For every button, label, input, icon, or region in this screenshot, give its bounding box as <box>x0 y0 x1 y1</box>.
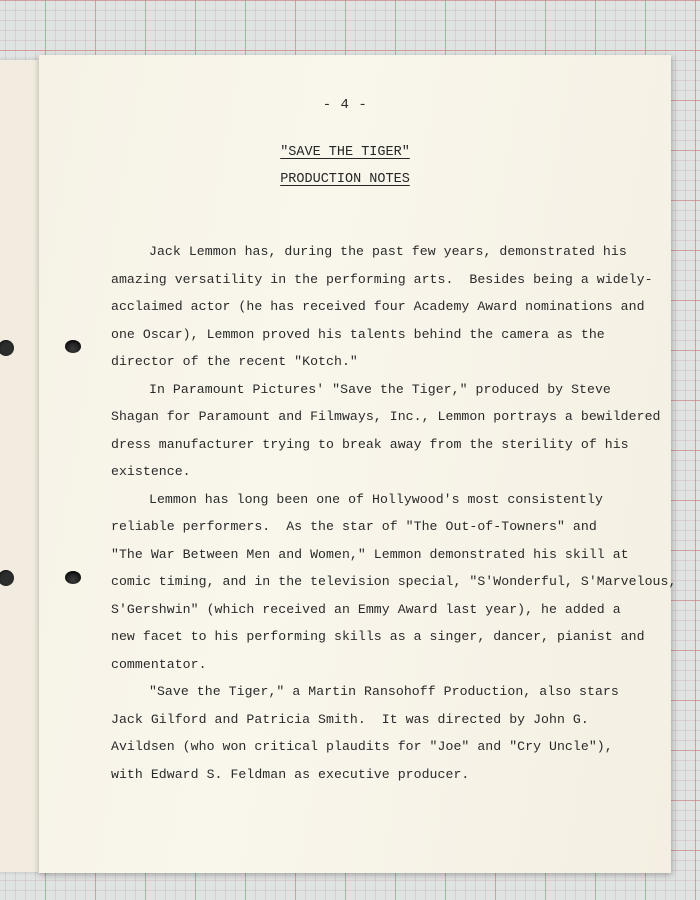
page-number: - 4 - <box>322 97 368 113</box>
text-line: "Save the Tiger," a Martin Ransohoff Production, also stars <box>149 684 619 699</box>
text-line: Avildsen (who won critical plaudits for "Joe" and "Cry Uncle"), <box>111 739 613 754</box>
text-line: dress manufacturer trying to break away from the sterility of his <box>111 436 629 452</box>
punch-hole-icon <box>65 571 81 584</box>
text-line: S'Gershwin" (which received an Emmy Award last year), he added a <box>111 601 621 617</box>
text-line: commentator. <box>111 656 207 672</box>
text-line: one Oscar), Lemmon proved his talents behind the camera as the <box>111 326 605 342</box>
text-line: Jack Gilford and Patricia Smith. It was directed by John G. <box>111 711 589 727</box>
punch-hole-icon <box>65 340 81 353</box>
text-line: In Paramount Pictures' "Save the Tiger," produced by Steve <box>149 381 611 397</box>
paragraph <box>111 486 677 679</box>
paragraph <box>111 376 661 486</box>
text-line: Jack Lemmon has, during the past few years, demonstrated his <box>149 244 627 259</box>
text-line: Lemmon has long been one of Hollywood's most consistently <box>149 491 603 507</box>
document-page <box>38 55 677 873</box>
text-line: existence. <box>111 464 191 479</box>
body-text <box>111 238 677 788</box>
text-line: Shagan for Paramount and Filmways, Inc., Lemmon portrays a bewildered <box>111 409 661 424</box>
text-line: director of the recent "Kotch." <box>111 354 358 369</box>
text-line: reliable performers. As the star of "The Out-of-Towners" and <box>111 519 597 534</box>
text-line: acclaimed actor (he has received four Academy Award nominations and <box>111 299 645 314</box>
punch-hole-icon <box>0 570 14 586</box>
paragraph <box>111 238 653 376</box>
document-subtitle: PRODUCTION NOTES <box>280 172 410 187</box>
text-line: new facet to his performing skills as a singer, dancer, pianist and <box>111 629 645 644</box>
text-line: comic timing, and in the television special, "S'Wonderful, S'Marvelous, <box>111 574 677 589</box>
paragraph <box>111 678 631 788</box>
text-line: "The War Between Men and Women," Lemmon demonstrated his skill at <box>111 546 629 562</box>
document-title: "SAVE THE TIGER" <box>280 145 410 160</box>
text-line: with Edward S. Feldman as executive producer. <box>111 766 470 782</box>
punch-hole-icon <box>0 340 14 356</box>
text-line: amazing versatility in the performing arts. Besides being a widely- <box>111 271 653 287</box>
